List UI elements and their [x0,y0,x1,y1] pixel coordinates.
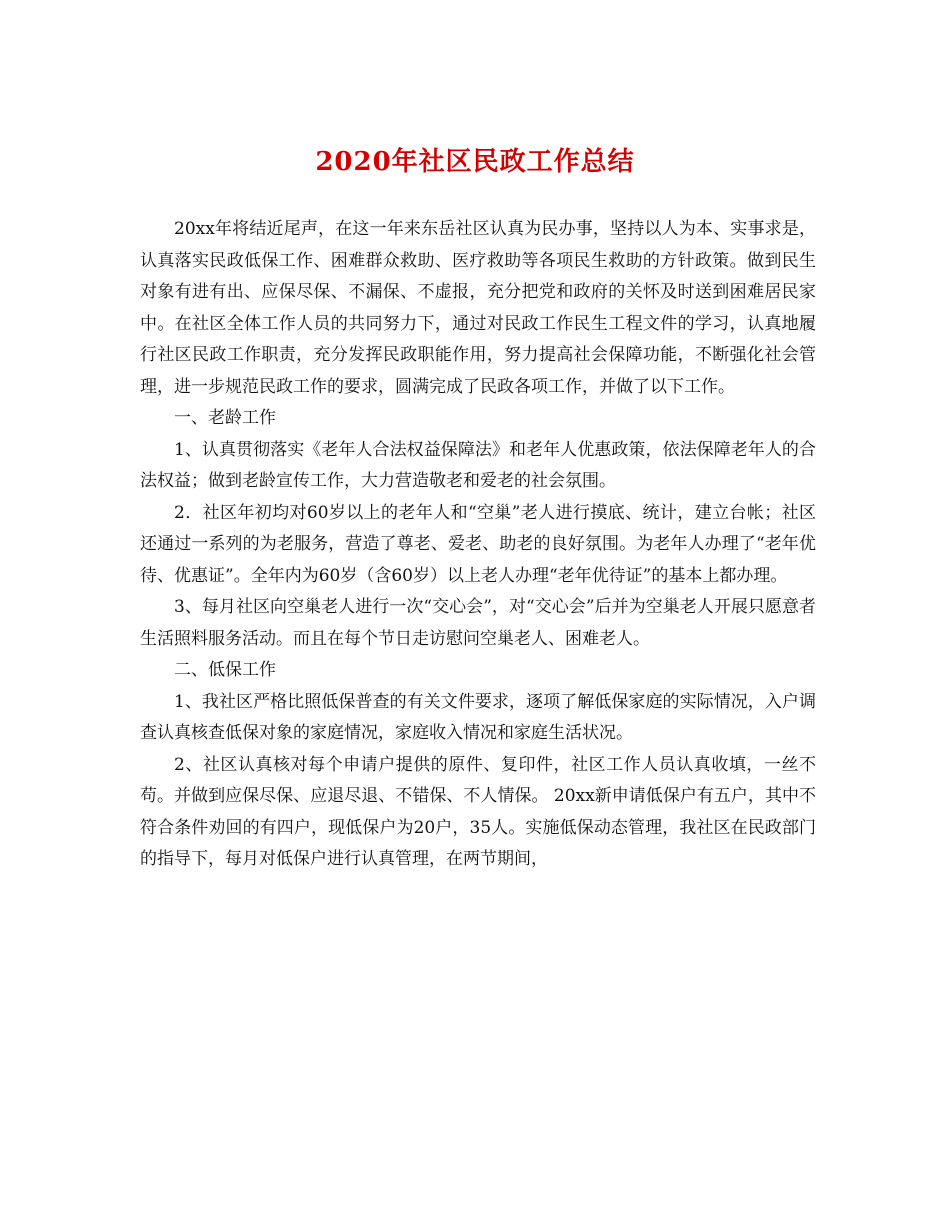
paragraph-subsistence-2: 2、社区认真核对每个申请户提供的原件、复印件，社区工作人员认真收填，一丝不苟。并做到应保尽保、应退尽退、不错保、不人情保。 20xx新申请低保户有五户，其中不符合条件劝回的有四户，现低保户为20户，35人。实施低保动态管理，我社区在民政部门的指导下，每月对低保户进行认真管理，在两节期间， [140,754,816,869]
paragraph-elderly-3: 3、每月社区向空巢老人进行一次“交心会”，对“交心会”后并为空巢老人开展只愿意者生活照料服务活动。而且在每个节日走访慰问空巢老人、困难老人。 [140,597,816,649]
paragraph-intro: 20xx年将结近尾声，在这一年来东岳社区认真为民办事，坚持以人为本、实事求是，认真落实民政低保工作、困难群众救助、医疗救助等各项民生救助的方针政策。做到民生对象有进有出、应保尽保、不漏保、不虚报，充分把党和政府的关怀及时送到困难居民家中。在社区全体工作人员的共同努力下，通过对民政工作民生工程文件的学习，认真地履行社区民政工作职责，充分发挥民政职能作用，努力提高社会保障功能，不断强化社会管理，进一步规范民政工作的要求，圆满完成了民政各项工作，并做了以下工作。 [140,219,816,397]
document-body [140,214,816,876]
section-heading-elderly: 一、老龄工作 [174,408,276,428]
paragraph-elderly-2: 2．社区年初均对60岁以上的老年人和“空巢”老人进行摸底、统计，建立台帐；社区还通过一系列的为老服务，营造了尊老、爱老、助老的良好氛围。为老年人办理了“老年优待、优惠证”。全年内为60岁（含60岁）以上老人办理“老年优待证”的基本上都办理。 [140,502,816,586]
document-title: 2020年社区民政工作总结 [315,147,635,177]
paragraph-subsistence-1: 1、我社区严格比照低保普查的有关文件要求，逐项了解低保家庭的实际情况，入户调查认真核查低保对象的家庭情况，家庭收入情况和家庭生活状况。 [140,691,816,743]
paragraph-elderly-1: 1、认真贯彻落实《老年人合法权益保障法》和老年人优惠政策，依法保障老年人的合法权益；做到老龄宣传工作，大力营造敬老和爱老的社会氛围。 [140,439,816,491]
section-heading-subsistence: 二、低保工作 [174,660,276,680]
